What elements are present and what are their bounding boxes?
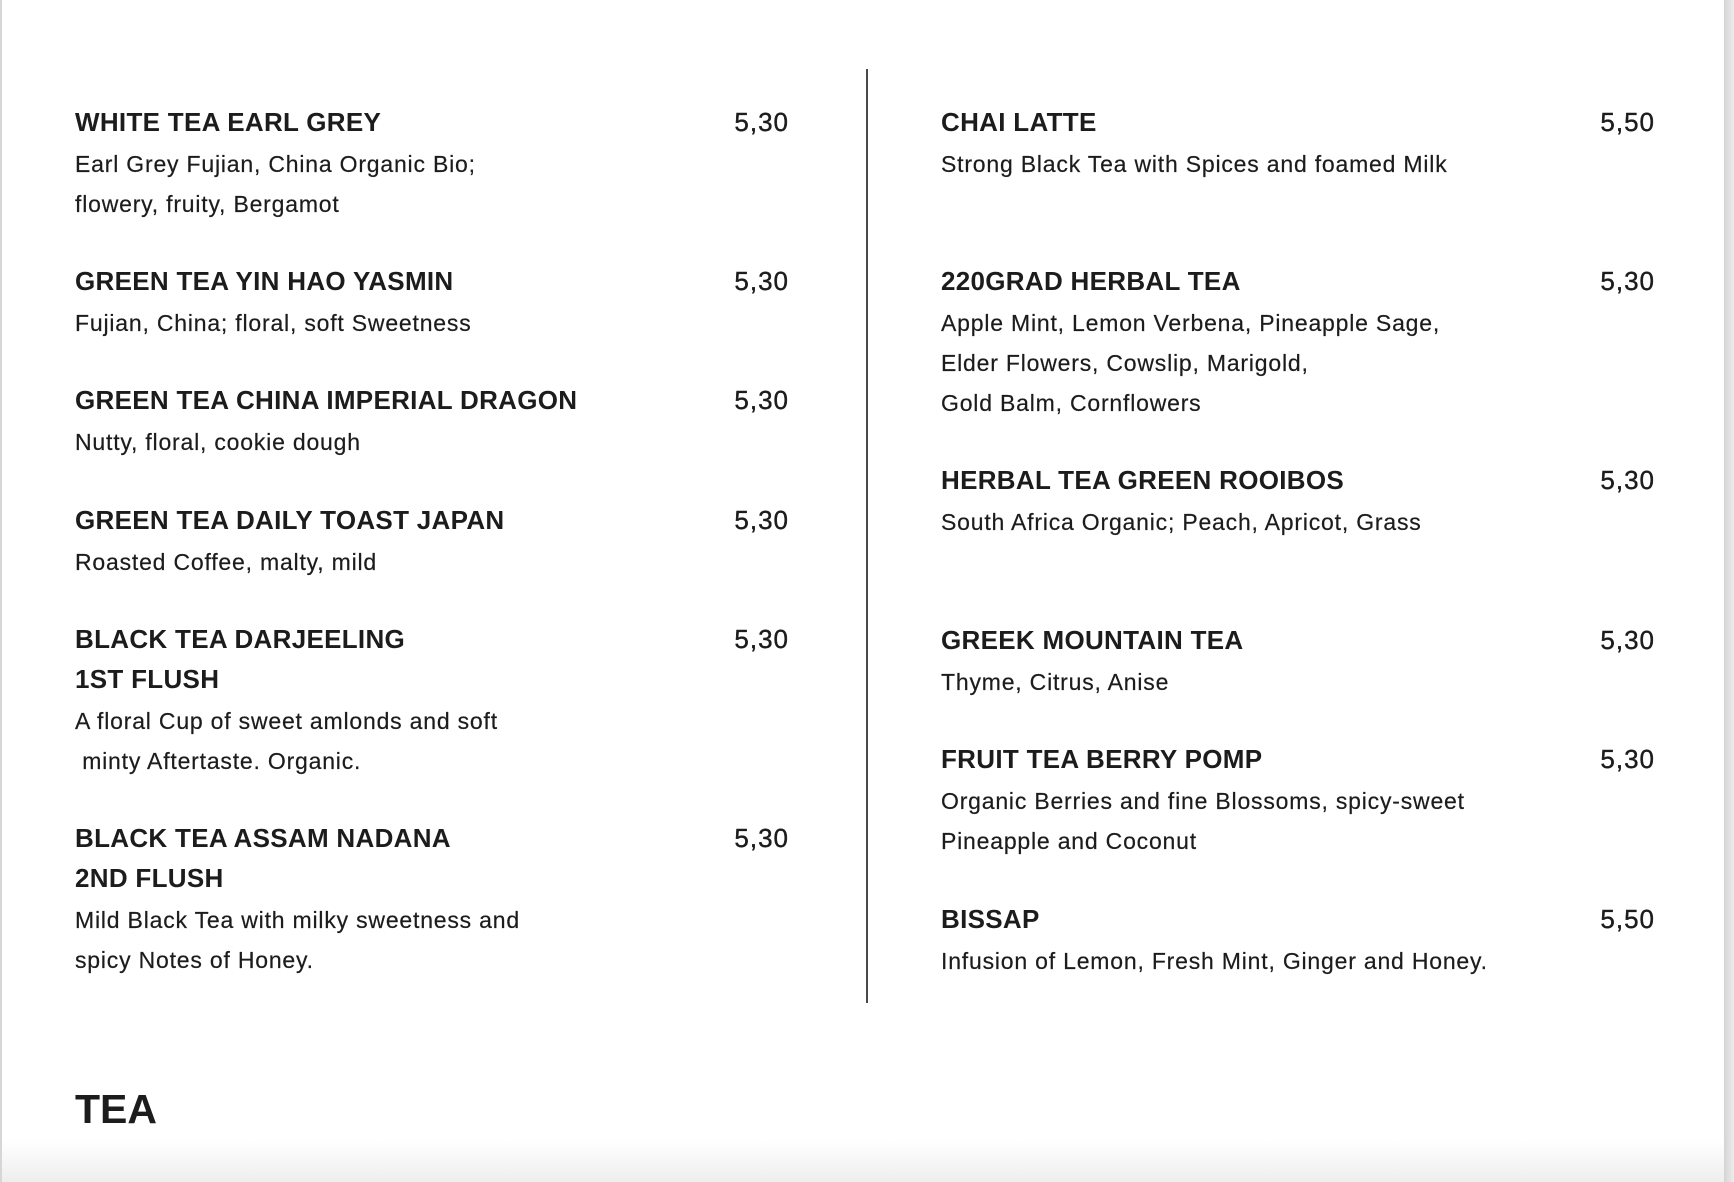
menu-item-herbal-tea-green-rooibos <box>941 460 1655 542</box>
menu-item-title <box>75 380 789 420</box>
menu-page <box>2 0 1724 1182</box>
menu-item-title-line: GREEK MOUNTAIN TEA <box>941 625 1244 655</box>
menu-item-description-line: flowery, fruity, Bergamot <box>75 191 340 217</box>
menu-item-description <box>75 900 789 980</box>
menu-item-description <box>941 662 1655 702</box>
menu-item-description-line: Gold Balm, Cornflowers <box>941 390 1202 416</box>
menu-item-bissap <box>941 899 1655 981</box>
menu-item-title-line: GREEN TEA CHINA IMPERIAL DRAGON <box>75 385 578 415</box>
menu-item-title <box>75 102 789 142</box>
menu-item-description-line: Elder Flowers, Cowslip, Marigold, <box>941 350 1309 376</box>
menu-item-title <box>75 619 789 699</box>
menu-item-greek-mountain-tea <box>941 620 1655 702</box>
menu-item-description-line: Apple Mint, Lemon Verbena, Pineapple Sage, <box>941 310 1441 336</box>
menu-item-title-line: HERBAL TEA GREEN ROOIBOS <box>941 465 1345 495</box>
menu-item-220grad-herbal-tea <box>941 261 1655 423</box>
menu-item-green-tea-china-imperial-dragon <box>75 380 789 462</box>
menu-item-description-line: Organic Berries and fine Blossoms, spicy-sweet <box>941 788 1465 814</box>
menu-item-title <box>75 500 789 540</box>
menu-item-description-line: Fujian, China; floral, soft Sweetness <box>75 310 472 336</box>
page-bottom-shade <box>2 1140 1724 1182</box>
menu-item-title-line: BISSAP <box>941 904 1040 934</box>
menu-item-description <box>75 701 789 781</box>
menu-item-chai-latte <box>941 102 1655 184</box>
menu-item-description <box>941 303 1655 423</box>
page-left-edge <box>0 0 2 1182</box>
menu-item-title-line: 2ND FLUSH <box>75 863 224 893</box>
menu-item-description-line: Mild Black Tea with milky sweetness and <box>75 907 520 933</box>
menu-item-description <box>75 542 789 582</box>
menu-item-description <box>941 941 1655 981</box>
menu-item-title-line: GREEN TEA YIN HAO YASMIN <box>75 266 454 296</box>
menu-item-description-line: Strong Black Tea with Spices and foamed Milk <box>941 151 1448 177</box>
column-divider <box>866 69 868 1003</box>
page-right-edge <box>1724 0 1734 1182</box>
menu-item-title <box>941 739 1655 779</box>
menu-item-title-line: CHAI LATTE <box>941 107 1097 137</box>
menu-item-price: 5,30 <box>1600 744 1655 774</box>
menu-item-title <box>75 261 789 301</box>
menu-item-black-tea-darjeeling <box>75 619 789 781</box>
menu-item-description-line: minty Aftertaste. Organic. <box>75 748 362 774</box>
menu-item-description <box>941 781 1655 861</box>
menu-item-black-tea-assam-nadana <box>75 818 789 980</box>
menu-item-title-line: BLACK TEA DARJEELING <box>75 624 406 654</box>
section-heading: TEA <box>75 1086 157 1132</box>
menu-item-description-line: Roasted Coffee, malty, mild <box>75 549 377 575</box>
menu-item-price: 5,50 <box>1600 107 1655 137</box>
menu-item-white-tea-earl-grey <box>75 102 789 224</box>
menu-item-title <box>941 102 1655 142</box>
menu-item-description <box>75 422 789 462</box>
menu-item-price: 5,30 <box>734 624 789 654</box>
menu-item-title-line: WHITE TEA EARL GREY <box>75 107 382 137</box>
menu-item-price: 5,30 <box>1600 465 1655 495</box>
menu-item-price: 5,30 <box>734 823 789 853</box>
menu-item-description-line: Thyme, Citrus, Anise <box>941 669 1170 695</box>
menu-item-title <box>941 261 1655 301</box>
menu-item-green-tea-daily-toast-japan <box>75 500 789 582</box>
menu-item-price: 5,30 <box>1600 266 1655 296</box>
menu-item-title-line: 1ST FLUSH <box>75 664 220 694</box>
menu-item-description-line: Infusion of Lemon, Fresh Mint, Ginger and Honey. <box>941 948 1488 974</box>
menu-item-description-line: Nutty, floral, cookie dough <box>75 429 361 455</box>
menu-item-price: 5,50 <box>1600 904 1655 934</box>
menu-item-fruit-tea-berry-pomp <box>941 739 1655 861</box>
menu-item-green-tea-yin-hao-yasmin <box>75 261 789 343</box>
menu-item-title-line: BLACK TEA ASSAM NADANA <box>75 823 451 853</box>
menu-item-title <box>941 899 1655 939</box>
menu-item-title-line: 220GRAD HERBAL TEA <box>941 266 1241 296</box>
menu-item-description <box>75 144 789 224</box>
menu-item-title-line: FRUIT TEA BERRY POMP <box>941 744 1263 774</box>
menu-item-title <box>941 460 1655 500</box>
menu-item-price: 5,30 <box>734 107 789 137</box>
menu-item-description-line: Pineapple and Coconut <box>941 828 1197 854</box>
menu-item-description <box>941 144 1655 184</box>
menu-item-title <box>941 620 1655 660</box>
menu-item-price: 5,30 <box>1600 625 1655 655</box>
menu-item-title-line: GREEN TEA DAILY TOAST JAPAN <box>75 505 505 535</box>
menu-item-price: 5,30 <box>734 385 789 415</box>
menu-item-description-line: South Africa Organic; Peach, Apricot, Grass <box>941 509 1422 535</box>
menu-item-price: 5,30 <box>734 505 789 535</box>
menu-item-description <box>941 502 1655 542</box>
menu-item-description-line: spicy Notes of Honey. <box>75 947 314 973</box>
menu-item-title <box>75 818 789 898</box>
menu-item-description-line: A floral Cup of sweet amlonds and soft <box>75 708 498 734</box>
menu-item-price: 5,30 <box>734 266 789 296</box>
menu-item-description-line: Earl Grey Fujian, China Organic Bio; <box>75 151 476 177</box>
menu-item-description <box>75 303 789 343</box>
